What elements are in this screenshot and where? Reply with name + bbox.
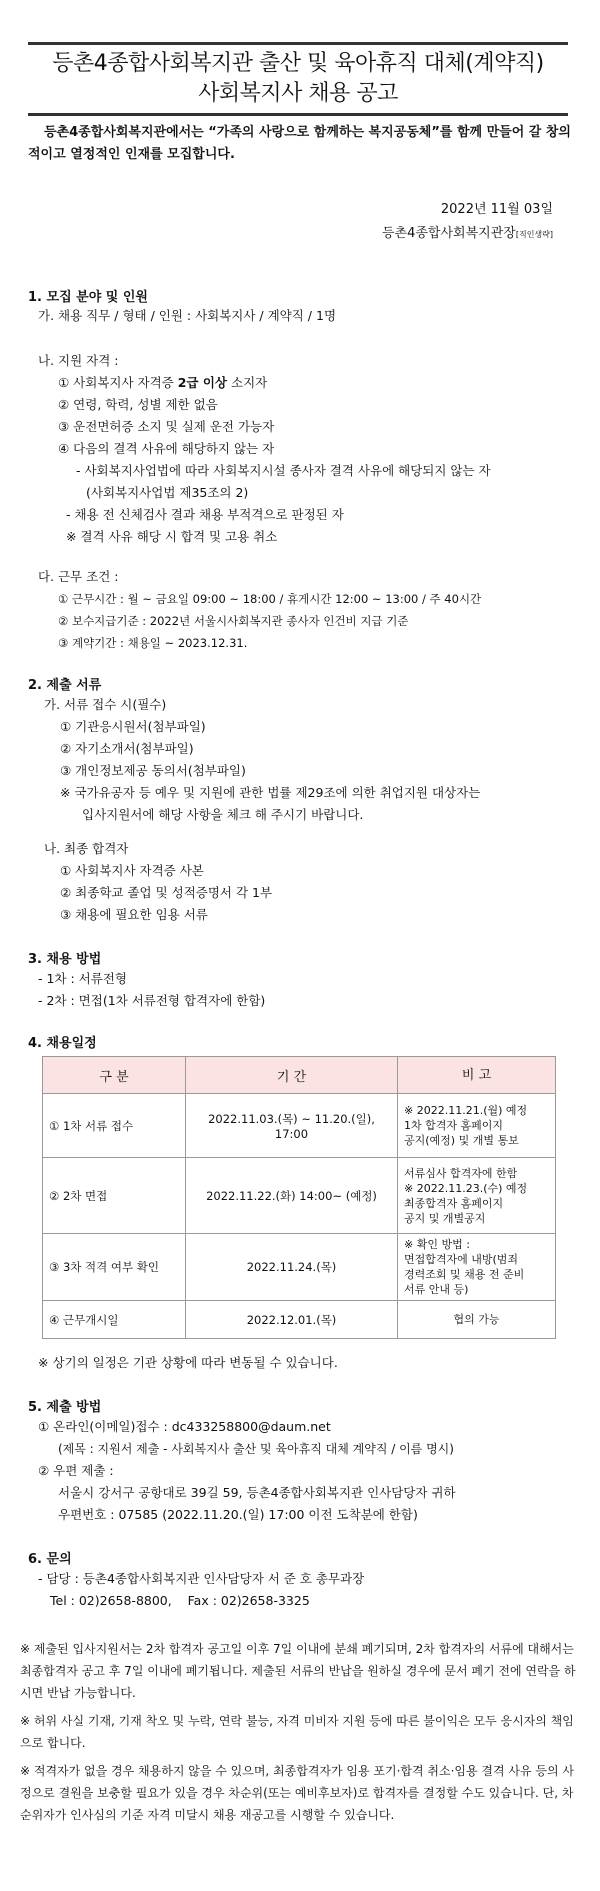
note-1: ※ 제출된 입사지원서는 2차 합격자 공고일 이후 7일 이내에 분쇄 폐기되며, 2차 합격자의 서류에 대해서는 최종합격자 공고 후 7일 이내에 폐기됩니다. 제출된 서류의 반납을 원하실 경우에 문서 폐기 전에 연락을 하시면 반납 가능합니다. — [20, 1642, 576, 1700]
s2-na3: ③ 채용에 필요한 임용 서류 — [60, 907, 208, 922]
s2-na1: ① 사회복지사 자격증 사본 — [60, 863, 204, 878]
table-row — [43, 1158, 556, 1234]
s1-na4c: - 채용 전 신체검사 결과 채용 부적격으로 판정된 자 — [66, 507, 344, 522]
s5-l3: ② 우편 제출 : — [38, 1463, 114, 1478]
row2-note: 서류심사 합격자에 한함 ※ 2022.11.23.(수) 예정 최종합격자 홈페이지 공지 및 개별공지 — [398, 1158, 556, 1234]
notice-date: 2022년 11월 03일 — [440, 202, 553, 217]
s1-na1-b: 2급 이상 — [177, 375, 228, 390]
s1-na1-c: 소지자 — [227, 375, 268, 390]
row3-stage: ③ 3차 적격 여부 확인 — [43, 1234, 186, 1301]
row2-stage: ② 2차 면접 — [43, 1158, 186, 1234]
row1-note: ※ 2022.11.21.(월) 예정 1차 합격자 홈페이지 공지(예정) 및 개별 통보 — [398, 1094, 556, 1158]
schedule-table — [42, 1056, 556, 1339]
seal-omitted: [직인생략] — [515, 230, 553, 239]
row4-stage: ④ 근무개시일 — [43, 1301, 186, 1339]
s2-ga2: ② 자기소개서(첨부파일) — [60, 741, 194, 756]
s1-na4d: ※ 결격 사유 해당 시 합격 및 고용 취소 — [66, 529, 278, 544]
section-1-title: 1. 모집 분야 및 인원 — [28, 290, 148, 305]
section-5-title: 5. 제출 방법 — [28, 1400, 102, 1415]
s3-l1: - 1차 : 서류전형 — [38, 971, 127, 986]
title-line-2: 사회복지사 채용 공고 — [198, 81, 398, 106]
s1-ga: 가. 채용 직무 / 형태 / 인원 : 사회복지사 / 계약직 / 1명 — [38, 308, 337, 323]
s2-ga4a: ※ 국가유공자 등 예우 및 지원에 관한 법률 제29조에 의한 취업지원 대상자는 — [60, 785, 481, 800]
row2-period: 2022.11.22.(화) 14:00~ (예정) — [186, 1158, 398, 1234]
intro-text: 등촌4종합사회복지관에서는 “가족의 사랑으로 함께하는 복지공동체”를 함께 만들어 갈 창의적이고 열정적인 인재를 모집합니다. — [28, 125, 571, 162]
s1-na2: ② 연령, 학력, 성별 제한 없음 — [58, 397, 218, 412]
title-box — [28, 42, 568, 116]
header-period: 기 간 — [186, 1057, 398, 1094]
s2-ga1: ① 기관응시원서(첨부파일) — [60, 719, 206, 734]
s5-l5: 우편번호 : 07585 (2022.11.20.(일) 17:00 이전 도착분에 한함) — [58, 1507, 418, 1522]
org-name: 등촌4종합사회복지관장 — [381, 226, 516, 241]
s1-na4: ④ 다음의 결격 사유에 해당하지 않는 자 — [58, 441, 275, 456]
title-line-1: 등촌4종합사회복지관 출산 및 육아휴직 대체(계약직) — [52, 51, 544, 76]
s1-da-title: 다. 근무 조건 : — [38, 569, 119, 584]
schedule-header-row — [43, 1057, 556, 1094]
s1-da1: ① 근무시간 : 월 ~ 금요일 09:00 ~ 18:00 / 휴게시간 12:00 ~ 13:00 / 주 40시간 — [58, 592, 482, 606]
s5-l2: (제목 : 지원서 제출 - 사회복지사 출산 및 육아휴직 대체 계약직 / 이름 명시) — [58, 1442, 454, 1456]
header-note: 비 고 — [398, 1057, 556, 1094]
row1-period: 2022.11.03.(목) ~ 11.20.(일), 17:00 — [186, 1094, 398, 1158]
note-3: ※ 적격자가 없을 경우 채용하지 않을 수 있으며, 최종합격자가 임용 포기·합격 취소·임용 결격 사유 등의 사정으로 결원을 보충할 필요가 있을 경우 차순위(또는 예비후보자)로 합격자를 결정할 수도 있습니다. 단, 차순위자가 인사심의 기준 자격 미달시 채용 재공고를 시행할 수 있습니다. — [20, 1764, 574, 1822]
header-stage: 구 분 — [43, 1057, 186, 1094]
s2-na: 나. 최종 합격자 — [44, 841, 129, 856]
section-2-title: 2. 제출 서류 — [28, 678, 102, 693]
s2-na2: ② 최종학교 졸업 및 성적증명서 각 1부 — [60, 885, 273, 900]
row4-period: 2022.12.01.(목) — [186, 1301, 398, 1339]
section-6-title: 6. 문의 — [28, 1552, 72, 1567]
s4-footnote: ※ 상기의 일정은 기관 상황에 따라 변동될 수 있습니다. — [38, 1355, 338, 1370]
section-4-title: 4. 채용일정 — [28, 1036, 97, 1051]
table-row — [43, 1094, 556, 1158]
s1-na3: ③ 운전면허증 소지 및 실제 운전 가능자 — [58, 419, 275, 434]
s1-na4a: - 사회복지사업법에 따라 사회복지시설 종사자 결격 사유에 해당되지 않는 자 — [76, 463, 491, 478]
section-3-title: 3. 채용 방법 — [28, 952, 102, 967]
s2-ga3: ③ 개인정보제공 동의서(첨부파일) — [60, 763, 246, 778]
s1-da3: ③ 계약기간 : 채용일 ~ 2023.12.31. — [58, 636, 248, 650]
organization-signature — [382, 222, 553, 241]
s2-ga4b: 입사지원서에 해당 사항을 체크 해 주시기 바랍니다. — [82, 807, 364, 822]
s1-da2: ② 보수지급기준 : 2022년 서울시사회복지관 종사자 인건비 지급 기준 — [58, 614, 409, 628]
s6-l1: - 담당 : 등촌4종합사회복지관 인사담당자 서 준 호 총무과장 — [38, 1571, 365, 1586]
note-2: ※ 허위 사실 기재, 기재 착오 및 누락, 연락 불능, 자격 미비자 지원 등에 따른 불이익은 모두 응시자의 책임으로 합니다. — [20, 1714, 574, 1750]
row3-note: ※ 확인 방법 : 면접합격자에 내방(범죄 경력조회 및 채용 전 준비 서류 안내 등) — [398, 1234, 556, 1301]
s1-na4b: (사회복지사업법 제35조의 2) — [86, 485, 249, 500]
s3-l2: - 2차 : 면접(1차 서류전형 합격자에 한함) — [38, 993, 266, 1008]
s1-na-title: 나. 지원 자격 : — [38, 353, 119, 368]
row4-note: 협의 가능 — [398, 1301, 556, 1339]
s2-ga: 가. 서류 접수 시(필수) — [44, 697, 167, 712]
s5-l4: 서울시 강서구 공항대로 39길 59, 등촌4종합사회복지관 인사담당자 귀하 — [58, 1485, 456, 1500]
s1-na1-a: ① 사회복지사 자격증 — [58, 375, 178, 390]
s1-na1 — [58, 374, 267, 392]
row3-period: 2022.11.24.(목) — [186, 1234, 398, 1301]
s5-l1: ① 온라인(이메일)접수 : dc433258800@daum.net — [38, 1419, 331, 1434]
s6-l2: Tel : 02)2658-8800, Fax : 02)2658-3325 — [50, 1593, 310, 1608]
row1-stage: ① 1차 서류 접수 — [43, 1094, 186, 1158]
table-row — [43, 1301, 556, 1339]
table-row — [43, 1234, 556, 1301]
